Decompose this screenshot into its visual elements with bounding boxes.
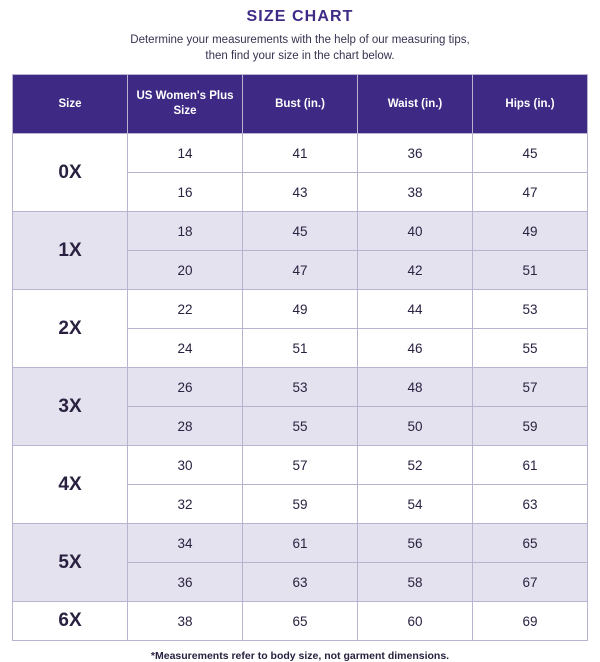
column-header-us-womens-plus-size: US Women's Plus Size	[128, 75, 243, 134]
subtitle-line-2: then find your size in the chart below.	[205, 50, 395, 62]
us-size-cell: 14	[128, 134, 243, 173]
hips-cell: 47	[473, 173, 588, 212]
column-header-hips: Hips (in.)	[473, 75, 588, 134]
size-label-cell: 3X	[13, 368, 128, 446]
us-size-cell: 34	[128, 524, 243, 563]
size-label-cell: 4X	[13, 446, 128, 524]
waist-cell: 38	[358, 173, 473, 212]
waist-cell: 36	[358, 134, 473, 173]
table-header-row	[13, 75, 588, 134]
size-chart-table	[12, 74, 588, 641]
table-row	[13, 446, 588, 485]
table-body	[13, 134, 588, 641]
size-label-cell: 6X	[13, 602, 128, 641]
us-size-cell: 28	[128, 407, 243, 446]
column-header-size: Size	[13, 75, 128, 134]
table-row	[13, 524, 588, 563]
bust-cell: 45	[243, 212, 358, 251]
waist-cell: 40	[358, 212, 473, 251]
column-header-bust: Bust (in.)	[243, 75, 358, 134]
table-row	[13, 212, 588, 251]
table-row	[13, 368, 588, 407]
hips-cell: 63	[473, 485, 588, 524]
page-title: SIZE CHART	[246, 8, 354, 25]
bust-cell: 59	[243, 485, 358, 524]
size-label-cell: 5X	[13, 524, 128, 602]
waist-cell: 56	[358, 524, 473, 563]
bust-cell: 53	[243, 368, 358, 407]
table-row	[13, 602, 588, 641]
table-row	[13, 134, 588, 173]
subtitle-line-1: Determine your measurements with the help of our measuring tips,	[130, 34, 470, 46]
us-size-cell: 20	[128, 251, 243, 290]
bust-cell: 47	[243, 251, 358, 290]
waist-cell: 54	[358, 485, 473, 524]
hips-cell: 65	[473, 524, 588, 563]
us-size-cell: 32	[128, 485, 243, 524]
hips-cell: 57	[473, 368, 588, 407]
waist-cell: 42	[358, 251, 473, 290]
waist-cell: 44	[358, 290, 473, 329]
table-row	[13, 290, 588, 329]
hips-cell: 51	[473, 251, 588, 290]
hips-cell: 49	[473, 212, 588, 251]
hips-cell: 45	[473, 134, 588, 173]
waist-cell: 48	[358, 368, 473, 407]
column-header-waist: Waist (in.)	[358, 75, 473, 134]
size-label-cell: 1X	[13, 212, 128, 290]
bust-cell: 51	[243, 329, 358, 368]
us-size-cell: 18	[128, 212, 243, 251]
hips-cell: 61	[473, 446, 588, 485]
us-size-cell: 16	[128, 173, 243, 212]
bust-cell: 61	[243, 524, 358, 563]
us-size-cell: 36	[128, 563, 243, 602]
bust-cell: 63	[243, 563, 358, 602]
waist-cell: 52	[358, 446, 473, 485]
bust-cell: 57	[243, 446, 358, 485]
waist-cell: 58	[358, 563, 473, 602]
waist-cell: 60	[358, 602, 473, 641]
hips-cell: 67	[473, 563, 588, 602]
hips-cell: 59	[473, 407, 588, 446]
bust-cell: 41	[243, 134, 358, 173]
table-head	[13, 75, 588, 134]
bust-cell: 55	[243, 407, 358, 446]
hips-cell: 69	[473, 602, 588, 641]
us-size-cell: 30	[128, 446, 243, 485]
hips-cell: 53	[473, 290, 588, 329]
waist-cell: 50	[358, 407, 473, 446]
size-label-cell: 0X	[13, 134, 128, 212]
us-size-cell: 26	[128, 368, 243, 407]
hips-cell: 55	[473, 329, 588, 368]
waist-cell: 46	[358, 329, 473, 368]
bust-cell: 43	[243, 173, 358, 212]
page-subtitle	[12, 32, 588, 64]
us-size-cell: 22	[128, 290, 243, 329]
size-label-cell: 2X	[13, 290, 128, 368]
bust-cell: 65	[243, 602, 358, 641]
us-size-cell: 38	[128, 602, 243, 641]
bust-cell: 49	[243, 290, 358, 329]
footnote: *Measurements refer to body size, not garment dimensions.	[150, 650, 450, 662]
us-size-cell: 24	[128, 329, 243, 368]
